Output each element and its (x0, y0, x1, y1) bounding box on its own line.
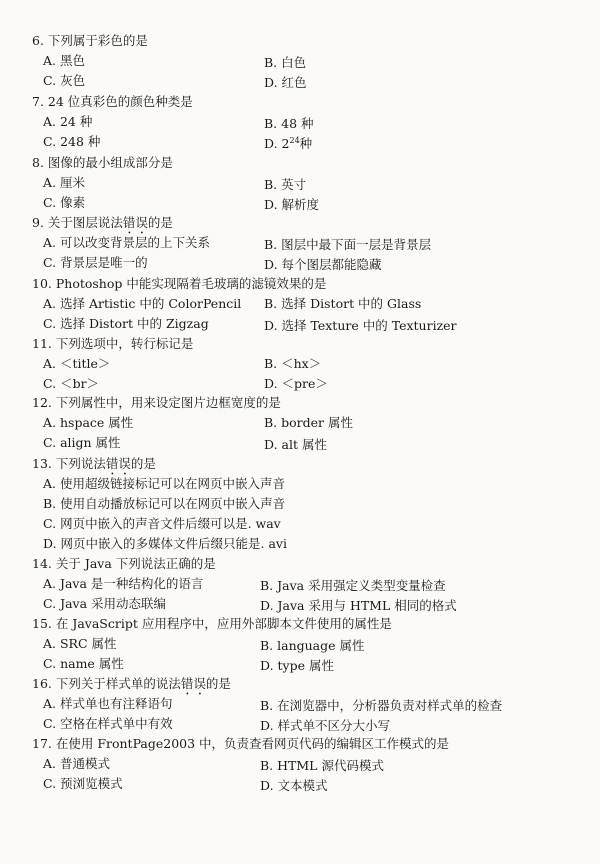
stem-text-end: 的是 (147, 215, 173, 230)
question-stem: 6. 下列属于彩色的是 (32, 33, 148, 48)
option-c: C. 248 种 (43, 134, 101, 149)
question-stem: 15. 在 JavaScript 应用程序中，应用外部脚本文件使用的属性是 (32, 616, 392, 631)
option-a: A. ＜title＞ (43, 356, 111, 371)
option-c: C. 选择 Distort 中的 Zigzag (43, 316, 209, 331)
option-d: D. 红色 (264, 75, 307, 90)
option-c: C. 网页中嵌入的声音文件后缀可以是. wav (43, 516, 281, 531)
option-a: A. Java 是一种结构化的语言 (43, 576, 204, 591)
option-d: D. Java 采用与 HTML 相同的格式 (260, 598, 457, 613)
option-b: B. Java 采用强定义类型变量检查 (260, 578, 446, 593)
option-a: A. hspace 属性 (43, 415, 134, 430)
option-c: C. 背景层是唯一的 (43, 255, 148, 270)
option-d: D. 选择 Texture 中的 Texturizer (264, 318, 457, 333)
stem-text: 16. 下列关于样式单的说法 (32, 676, 181, 691)
question-stem: 7. 24 位真彩色的颜色种类是 (32, 94, 193, 109)
option-b: B. 选择 Distort 中的 Glass (264, 296, 422, 311)
option-a: A. 普通模式 (43, 756, 110, 771)
question-stem (32, 215, 173, 237)
option-b: B. 图层中最下面一层是背景层 (264, 237, 432, 252)
stem-emphasis: 错误 (122, 215, 148, 230)
stem-emphasis: 错误 (105, 456, 131, 471)
option-b: B. 使用自动播放标记可以在网页中嵌入声音 (43, 496, 286, 511)
option-b: B. language 属性 (260, 638, 365, 653)
option-b: B. 在浏览器中，分析器负责对样式单的检查 (260, 698, 503, 713)
option-b: B. HTML 源代码模式 (260, 758, 384, 773)
option-d: D. 样式单不区分大小写 (260, 718, 391, 733)
option-d: D. 解析度 (264, 197, 320, 212)
question-stem (32, 456, 156, 478)
option-b: B. 白色 (264, 55, 307, 70)
option-d: D. alt 属性 (264, 437, 327, 452)
stem-text: 13. 下列说法 (32, 456, 106, 471)
question-stem: 10. Photoshop 中能实现隔着毛玻璃的滤镜效果的是 (32, 276, 327, 291)
option-a: A. SRC 属性 (43, 636, 117, 651)
question-stem: 12. 下列属性中，用来设定图片边框宽度的是 (32, 395, 281, 410)
option-d: D. 每个图层都能隐藏 (264, 257, 382, 272)
question-stem: 8. 图像的最小组成部分是 (32, 155, 173, 170)
option-d: D. type 属性 (260, 658, 334, 673)
option-c: C. Java 采用动态联编 (43, 596, 167, 611)
stem-text-end: 的是 (205, 676, 231, 691)
option-d-exponent: 24 (289, 135, 300, 145)
option-a: A. 样式单也有注释语句 (43, 696, 173, 711)
option-c: C. 预浏览模式 (43, 776, 123, 791)
option-a: A. 可以改变背景层的上下关系 (43, 235, 210, 250)
option-c: C. 空格在样式单中有效 (43, 716, 173, 731)
option-a: A. 厘米 (43, 175, 85, 190)
question-stem: 17. 在使用 FrontPage2003 中，负责查看网页代码的编辑区工作模式的是 (32, 736, 450, 751)
option-d (264, 136, 312, 152)
option-d: D. 网页中嵌入的多媒体文件后缀只能是. avi (43, 536, 287, 551)
question-stem: 14. 关于 Java 下列说法正确的是 (32, 556, 216, 571)
question-stem (32, 676, 231, 698)
option-a: A. 黑色 (43, 53, 85, 68)
option-d-prefix: D. 2 (264, 136, 290, 151)
option-b: B. border 属性 (264, 415, 353, 430)
option-b: B. 48 种 (264, 116, 314, 131)
option-a: A. 选择 Artistic 中的 ColorPencil (43, 296, 242, 311)
option-c: C. 灰色 (43, 73, 86, 88)
option-a: A. 24 种 (43, 114, 93, 129)
stem-emphasis: 错误 (180, 676, 206, 691)
option-c: C. ＜br＞ (43, 376, 100, 391)
option-d-suffix: 种 (299, 136, 313, 151)
question-stem: 11. 下列选项中，转行标记是 (32, 336, 194, 351)
stem-text-end: 的是 (130, 456, 156, 471)
option-b: B. ＜hx＞ (264, 356, 322, 371)
option-c: C. name 属性 (43, 656, 124, 671)
option-d: D. ＜pre＞ (264, 376, 328, 391)
option-d: D. 文本模式 (260, 778, 328, 793)
option-a: A. 使用超级链接标记可以在网页中嵌入声音 (43, 476, 285, 491)
option-c: C. align 属性 (43, 435, 121, 450)
option-c: C. 像素 (43, 195, 86, 210)
option-b: B. 英寸 (264, 177, 307, 192)
stem-text: 9. 关于图层说法 (32, 215, 123, 230)
